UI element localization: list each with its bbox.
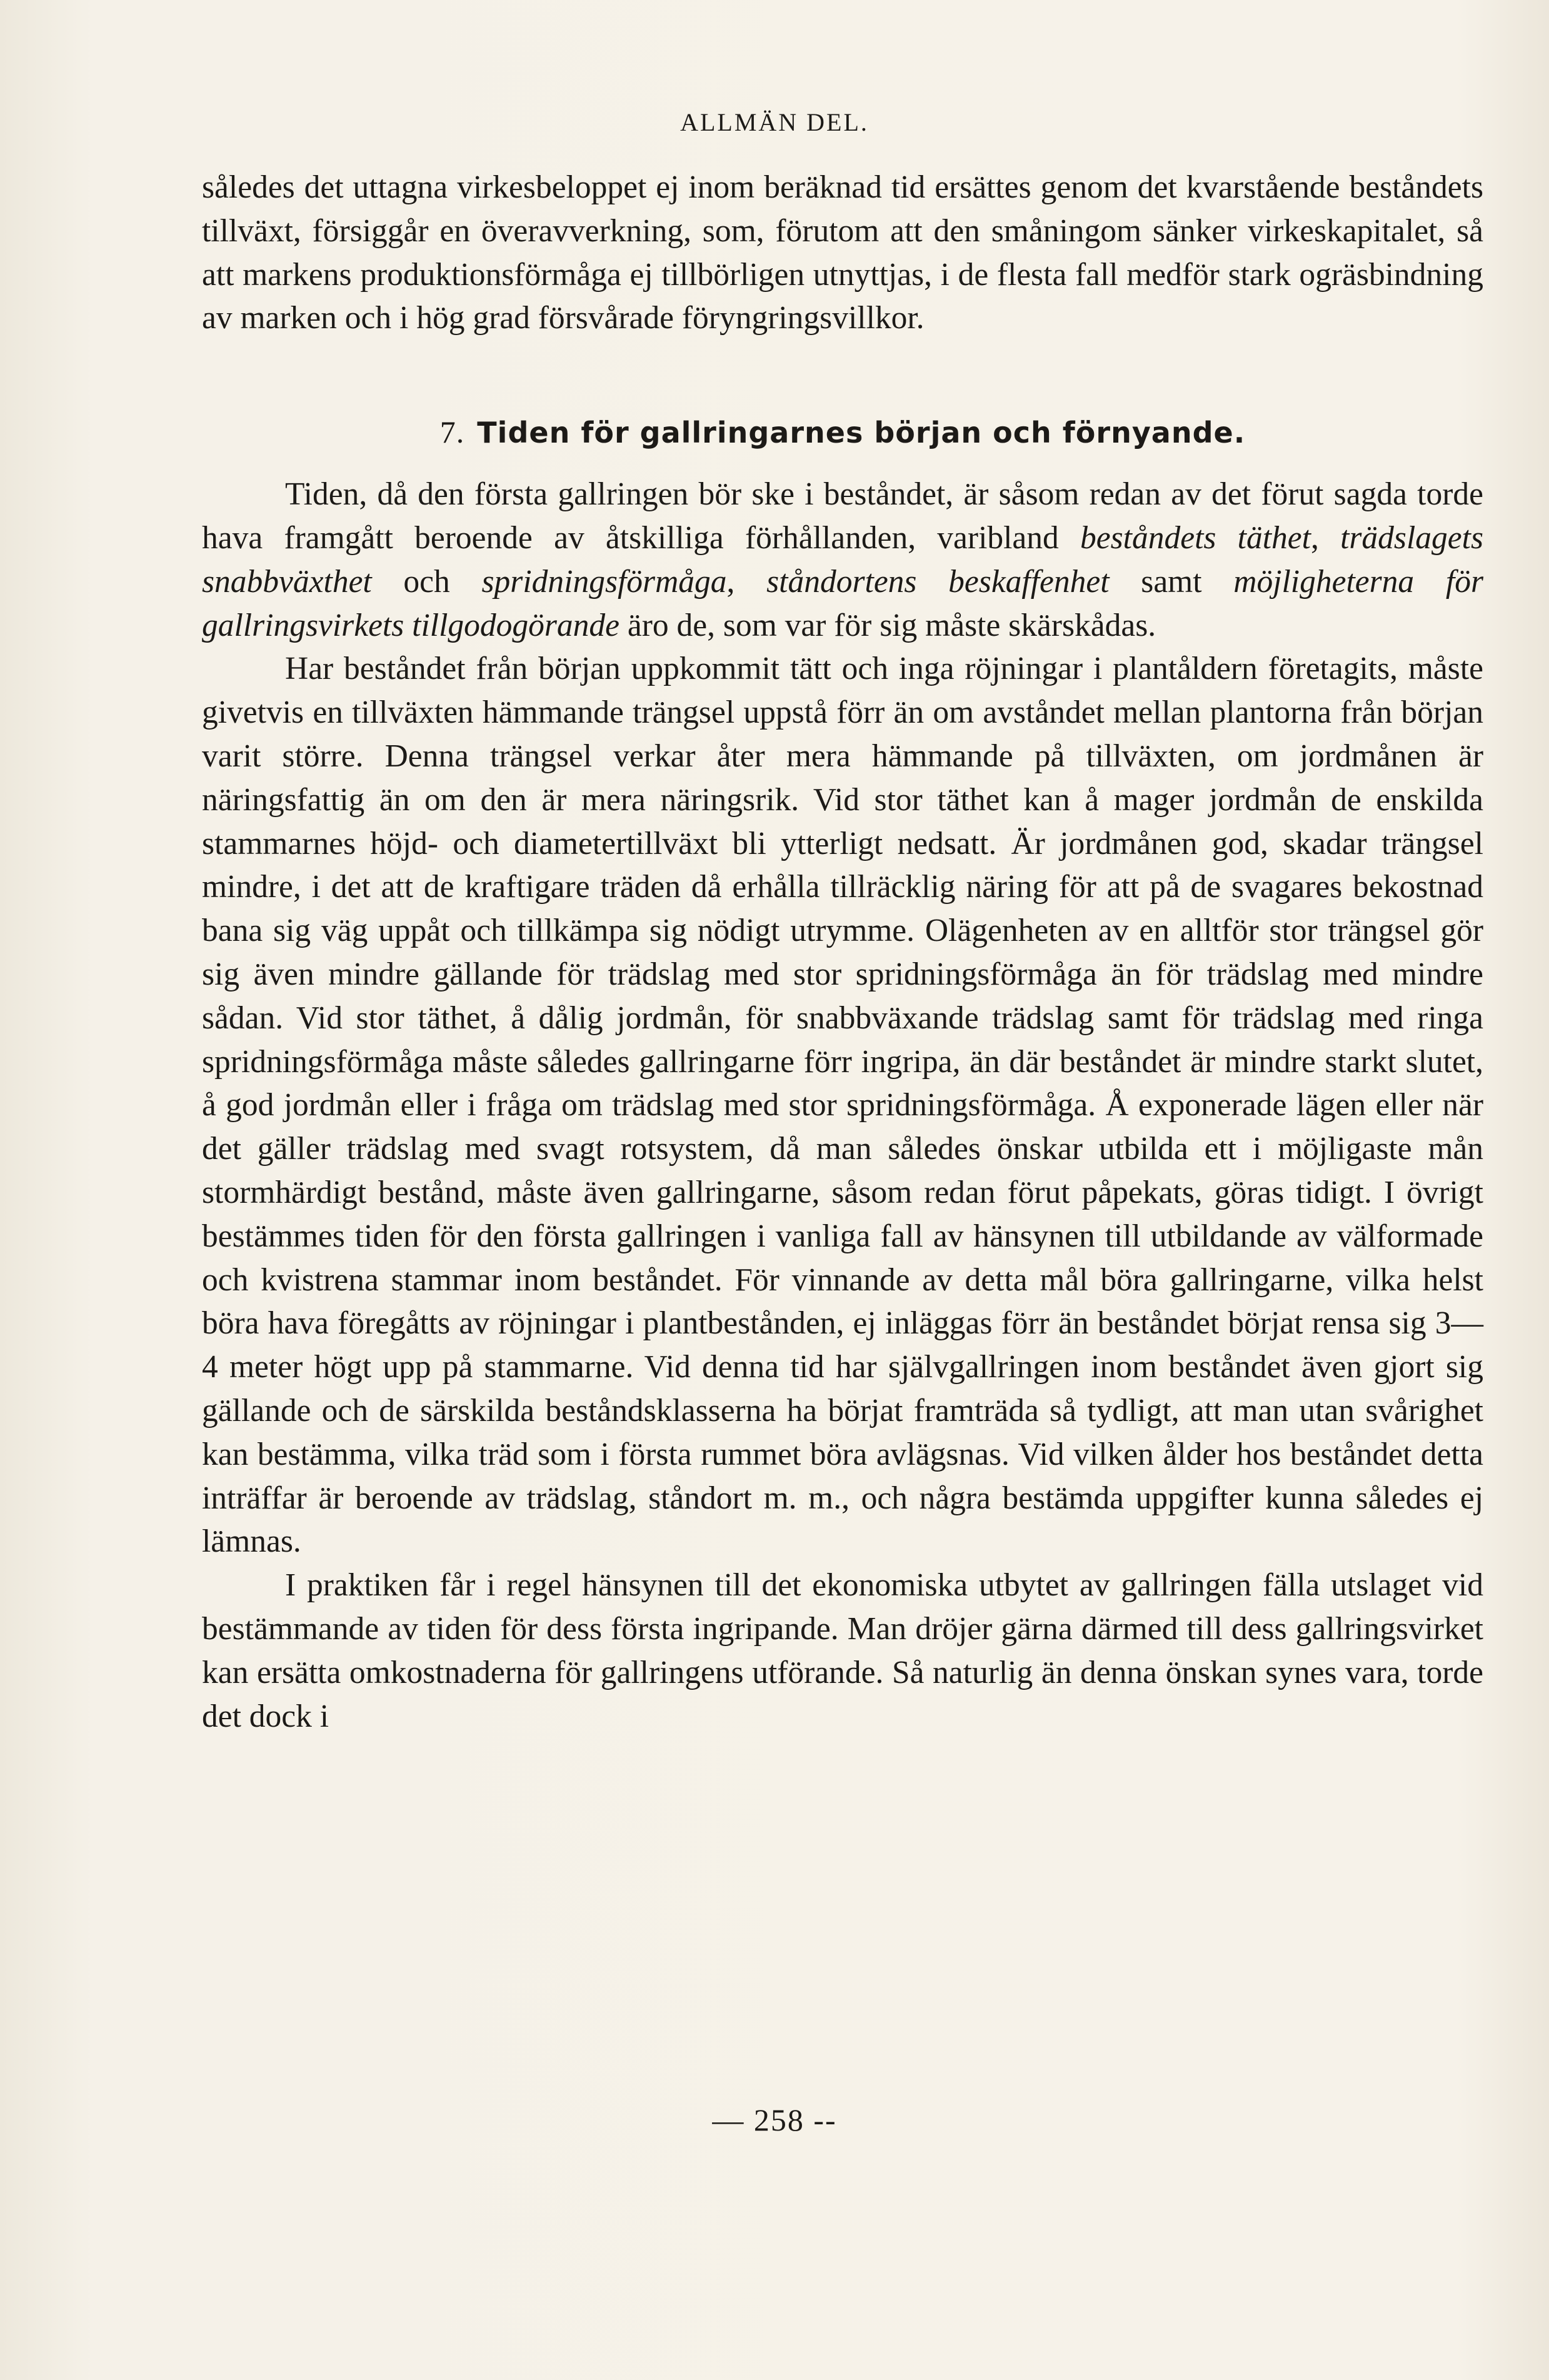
- paragraph-4: I praktiken får i regel hänsynen till det ekonomiska utbytet av gallringen fälla utslaget vid bestämmande av tiden för dess första ingripande. Man dröjer gärna därmed till dess gallringsvirket kan ersätta omkostnaderna för gallringens utförande. Så naturlig än denna önskan synes vara, torde det dock i: [202, 1567, 1483, 1734]
- italic-term: trädslagets snabbväxthet: [202, 520, 1483, 600]
- paragraph-2-text: och: [371, 563, 482, 600]
- paragraph-2-text: ,: [726, 563, 767, 600]
- section-heading: [202, 414, 1483, 450]
- section-number: 7.: [439, 414, 465, 450]
- paragraph-3: Har beståndet från början uppkommit tätt och inga röjningar i plantåldern företagits, måste givetvis en tillväxten hämmande trängsel uppstå förr än om avståndet mellan plantorna från början varit större. Denna trängsel verkar åter mera hämmande på tillväxten, om jordmånen är näringsfattig än om den är mera näringsrik. Vid stor täthet kan å mager jordmån de enskilda stammarnes höjd- och diametertillväxt bli ytterligt nedsatt. Är jordmånen god, skadar trängsel mindre, i det att de kraftigare träden då erhålla tillräcklig näring för att på de svagares bekostnad bana sig väg uppåt och tillkämpa sig nödigt utrymme. Olägenheten av en alltför stor trängsel gör sig även mindre gällande för trädslag med stor spridningsförmåga än för trädslag med mindre sådan. Vid stor täthet, å dålig jordmån, för snabbväxande trädslag samt för trädslag med ringa spridningsförmåga måste således gallringarne förr ingripa, än där beståndet är mindre starkt slutet, å god jordmån eller i fråga om trädslag med stor spridningsförmåga. Å exponerade lägen eller när det gäller trädslag med svagt rotsystem, då man således önskar utbilda ett i möjligaste mån stormhärdigt bestånd, måste även gallringarne, såsom redan förut påpekats, göras tidigt. I övrigt bestämmes tiden för den första gallringen i vanliga fall av hänsynen till utbildande av välformade och kvistrena stammar inom beståndet. För vinnande av detta mål böra gallringarne, vilka helst böra hava föregåtts av röjningar i plantbestånden, ej inläggas förr än beståndet börjat rensa sig 3—4 meter högt upp på stammarne. Vid denna tid har självgallringen inom beståndet även gjort sig gällande och de särskilda beståndsklasserna ha börjat framträda så tydligt, att man utan svårighet kan bestämma, vilka träd som i första rummet böra avlägsnas. Vid vilken ålder hos beståndet detta inträffar är beroende av trädslag, ståndort m. m., och några bestämda uppgifter kunna således ej lämnas.: [202, 651, 1483, 1560]
- section-title: Tiden för gallringarnes början och förnyande.: [477, 416, 1246, 450]
- paragraph-2-text: ,: [1310, 520, 1341, 556]
- paragraph-1: således det uttagna virkesbeloppet ej inom beräknad tid ersättes genom det kvarstående beståndets tillväxt, försiggår en överavverkning, som, förutom att den småningom sänker virkeskapitalet, så att markens produktionsförmåga ej tillbörligen utnyttjas, i de flesta fall medför stark ogräsbindning av marken och i hög grad försvårade föryngringsvillkor.: [202, 169, 1483, 336]
- paragraph-2-text: samt: [1109, 563, 1234, 600]
- paragraph-2: [202, 473, 1483, 647]
- page-number: — 258 --: [712, 2102, 837, 2137]
- body-text: [202, 166, 1483, 1738]
- running-header: ALLMÄN DEL.: [680, 108, 869, 136]
- italic-term: beståndets täthet: [1080, 520, 1311, 556]
- paragraph-2-text: äro de, som var för sig måste skärskådas.: [619, 607, 1156, 643]
- italic-term: spridningsförmåga: [481, 563, 727, 600]
- italic-term: möjligheterna för gallringsvirkets tillgodogörande: [202, 563, 1483, 643]
- paragraph-2-text: Tiden, då den första gallringen bör ske i beståndet, är såsom redan av det förut sagda torde hava framgått beroende av åtskilliga förhållanden, varibland: [202, 476, 1483, 556]
- italic-term: ståndortens beskaffenhet: [766, 563, 1110, 600]
